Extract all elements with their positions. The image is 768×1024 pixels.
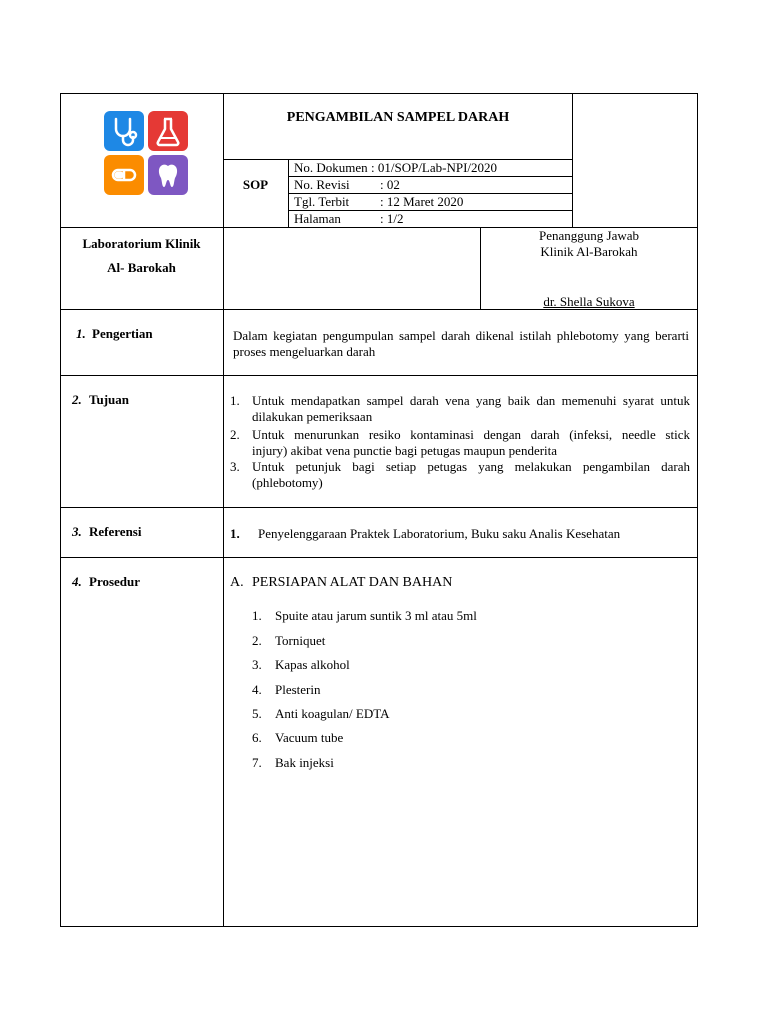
tujuan-item-1-line1: Untuk mendapatkan sampel darah vena yang baik dan memenuhi syarat untuk <box>252 393 690 408</box>
list-item: Anti koagulan/ EDTA <box>275 706 390 721</box>
pill-icon <box>104 155 144 195</box>
section-number: 2. <box>72 392 82 407</box>
table-column-divider <box>223 93 224 927</box>
meta-label-issue-date: Tgl. Terbit <box>294 194 350 209</box>
clinic-name-line2: Al- Barokah <box>107 260 176 275</box>
list-item-number: 5. <box>252 706 262 721</box>
prosedur-subheading: PERSIAPAN ALAT DAN BAHAN <box>252 575 453 590</box>
list-item: Torniquet <box>275 633 326 648</box>
section-number: 3. <box>72 524 82 539</box>
meta-value-page: : 1/2 <box>380 211 404 226</box>
responsible-title: Penanggung Jawab <box>538 228 639 243</box>
list-item-number: 3. <box>252 657 262 672</box>
doctor-name: dr. Shella Sukova <box>543 294 635 309</box>
list-item-number: 1. <box>252 608 262 623</box>
section-title-referensi: Referensi <box>89 524 142 539</box>
tujuan-item-1-line2: dilakukan pemeriksaan <box>252 409 373 424</box>
list-item: Vacuum tube <box>275 730 344 745</box>
table-border-bottom <box>60 926 698 927</box>
tujuan-item-3-line1: Untuk petunjuk bagi setiap petugas yang melakukan pengambilan darah <box>252 459 690 474</box>
row-divider-pengertian <box>60 375 698 376</box>
clinic-name-line1: Laboratorium Klinik <box>82 236 201 251</box>
table-border-top <box>60 93 698 94</box>
pill-tile <box>104 155 144 195</box>
section-title-pengertian: Pengertian <box>92 326 153 341</box>
table-border-left <box>60 93 61 927</box>
table-border-right <box>697 93 698 927</box>
tujuan-item-2-line2: injury) akibat vena punctie bagi petugas maupun penderita <box>252 443 558 458</box>
tujuan-item-3-line2: (phlebotomy) <box>252 475 323 490</box>
section-number: 4. <box>72 574 82 589</box>
list-item-number: 3. <box>230 459 240 474</box>
meta-label-revision: No. Revisi <box>294 177 350 192</box>
list-item: Spuite atau jarum suntik 3 ml atau 5ml <box>275 608 477 623</box>
list-item-number: 1. <box>230 393 240 408</box>
pengertian-text: Dalam kegiatan pengumpulan sampel darah dikenal istilah phlebotomy yang berarti proses mengeluarkan darah <box>233 328 689 359</box>
responsible-clinic: Klinik Al-Barokah <box>540 244 638 259</box>
section-title-prosedur: Prosedur <box>89 574 141 589</box>
list-item: Bak injeksi <box>275 755 334 770</box>
stethoscope-icon <box>104 111 144 151</box>
referensi-item-1: Penyelenggaraan Praktek Laboratorium, Buku saku Analis Kesehatan <box>258 526 621 541</box>
clinic-logo <box>104 111 190 197</box>
list-item-number: 1. <box>230 526 240 541</box>
meta-label-document-number: No. Dokumen <box>294 160 368 175</box>
section-number: 1. <box>76 326 86 341</box>
list-item-number: 2. <box>252 633 262 648</box>
stethoscope-tile <box>104 111 144 151</box>
subheading-letter: A. <box>230 575 244 590</box>
meta-value-revision: : 02 <box>380 177 400 192</box>
tooth-icon <box>148 155 188 195</box>
meta-value-document-number: : 01/SOP/Lab-NPI/2020 <box>371 160 498 175</box>
list-item-number: 2. <box>230 427 240 442</box>
meta-value-issue-date: : 12 Maret 2020 <box>380 194 464 209</box>
list-item-number: 6. <box>252 730 262 745</box>
tujuan-item-2-line1: Untuk menurunkan resiko kontaminasi dengan darah (infeksi, needle stick <box>252 427 690 442</box>
tooth-tile <box>148 155 188 195</box>
meta-label-page: Halaman <box>294 211 341 226</box>
list-item-number: 7. <box>252 755 262 770</box>
section-title-tujuan: Tujuan <box>89 392 129 407</box>
sop-label: SOP <box>242 177 269 192</box>
row-divider-tujuan <box>60 507 698 508</box>
document-title: PENGAMBILAN SAMPEL DARAH <box>286 110 510 125</box>
row-divider-referensi <box>60 557 698 558</box>
flask-icon <box>148 111 188 151</box>
list-item: Kapas alkohol <box>275 657 350 672</box>
list-item: Plesterin <box>275 682 321 697</box>
flask-tile <box>148 111 188 151</box>
list-item-number: 4. <box>252 682 262 697</box>
